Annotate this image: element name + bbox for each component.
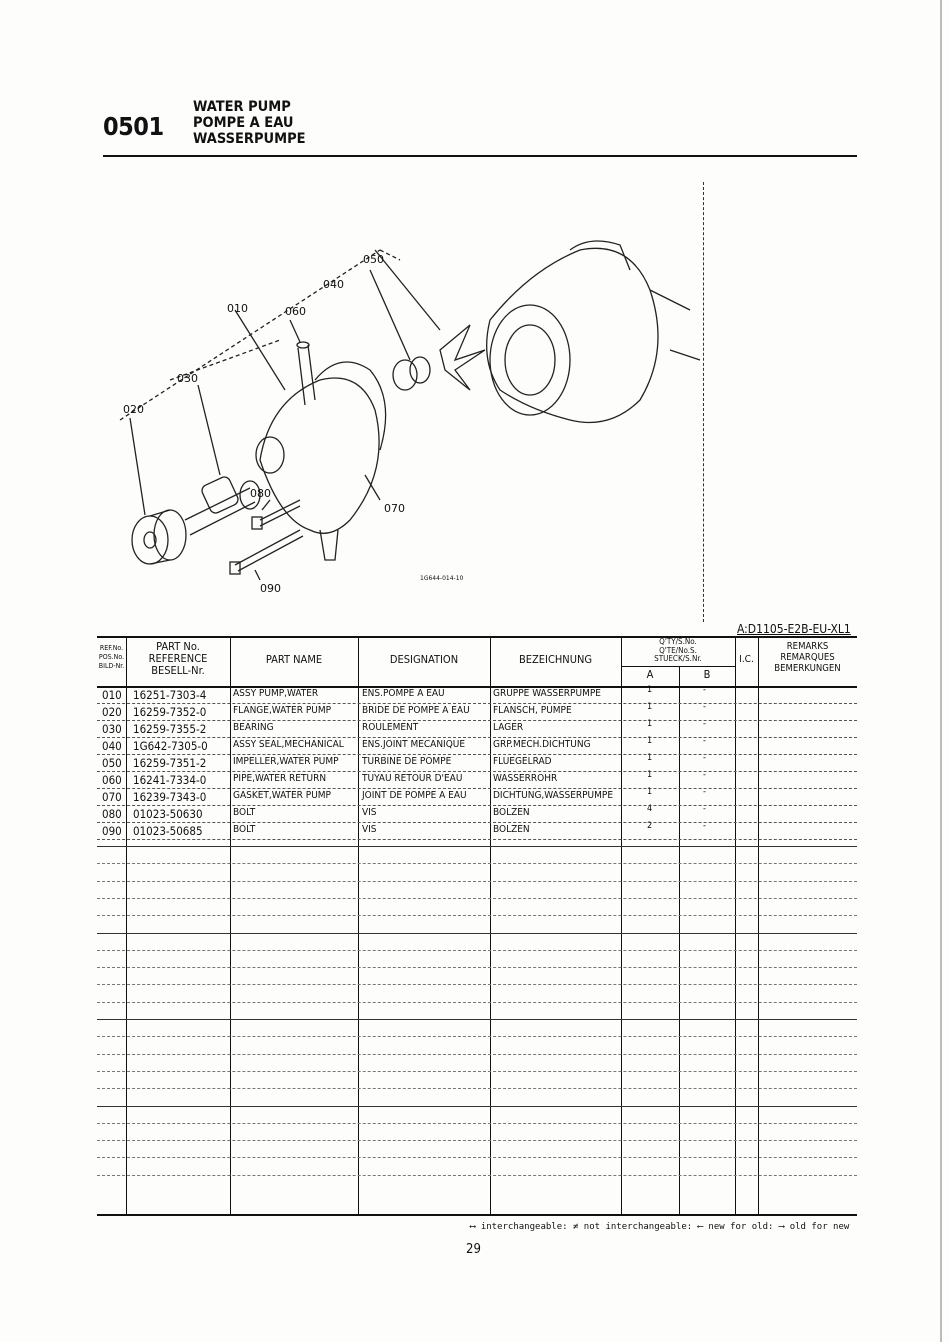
- table-row: [97, 822, 857, 840]
- blank-row-line: [97, 1002, 857, 1003]
- callout-070: 070: [384, 502, 405, 515]
- cell-b: -: [703, 719, 706, 729]
- page-edge-line: [940, 0, 942, 1342]
- header-part-name: PART NAME: [265, 653, 323, 666]
- title-english: WATER PUMP: [193, 99, 291, 115]
- cell-bezeichnung: FLANSCH, PUMPE: [493, 705, 572, 716]
- blank-row-line: [97, 950, 857, 951]
- header-qty: Q'TY/S.No. Q'TE/No.S. STUECK/S.Nr.: [654, 637, 702, 663]
- blank-row-line: [97, 846, 857, 847]
- cell-ref: 040: [102, 739, 122, 753]
- cell-bezeichnung: GRP.MECH.DICHTUNG: [493, 739, 591, 750]
- blank-row-line: [97, 1054, 857, 1055]
- cell-designation: BRIDE DE POMPE A EAU: [362, 705, 470, 716]
- cell-part: 16259-7355-2: [133, 722, 207, 736]
- blank-row-line: [97, 1019, 857, 1020]
- cell-b: -: [703, 821, 706, 831]
- cell-designation: TUYAU RETOUR D'EAU: [362, 773, 463, 784]
- cell-a: 1: [647, 770, 653, 780]
- cell-bezeichnung: BOLZEN: [493, 807, 530, 818]
- cell-ref: 020: [102, 705, 122, 719]
- blank-row-line: [97, 984, 857, 985]
- cell-designation: TURBINE DE POMPE: [362, 756, 452, 767]
- parts-table: [97, 636, 857, 1216]
- table-row: [97, 737, 857, 755]
- diagram-divider: [703, 182, 704, 622]
- cell-part: 16239-7343-0: [133, 790, 207, 804]
- header-ic: I.C.: [739, 654, 754, 665]
- cell-b: -: [703, 702, 706, 712]
- cell-part: 16241-7334-0: [133, 773, 207, 787]
- cell-b: -: [703, 736, 706, 746]
- cell-name: BOLT: [233, 807, 256, 818]
- cell-part: 1G642-7305-0: [133, 739, 208, 753]
- callout-020: 020: [123, 403, 144, 416]
- cell-b: -: [703, 770, 706, 780]
- cell-designation: ROULEMENT: [362, 722, 419, 733]
- callout-030: 030: [177, 372, 198, 385]
- cell-part: 16259-7352-0: [133, 705, 207, 719]
- blank-row-line: [97, 898, 857, 899]
- blank-row-line: [97, 1157, 857, 1158]
- callout-090: 090: [260, 582, 281, 595]
- cell-ref: 080: [102, 807, 122, 821]
- model-code: A:D1105-E2B-EU-XL1: [737, 622, 851, 636]
- cell-ref: 050: [102, 756, 122, 770]
- blank-row-line: [97, 1106, 857, 1107]
- header-part-no: PART No. REFERENCE BESELL-Nr.: [148, 640, 208, 677]
- cell-b: -: [703, 787, 706, 797]
- blank-row-line: [97, 1071, 857, 1072]
- cell-part: 01023-50630: [133, 807, 203, 821]
- cell-bezeichnung: FLUEGELRAD: [493, 756, 552, 767]
- blank-row-line: [97, 1175, 857, 1176]
- blank-row-line: [97, 881, 857, 882]
- cell-ref: 030: [102, 722, 122, 736]
- blank-row-line: [97, 1123, 857, 1124]
- cell-b: -: [703, 753, 706, 763]
- header-bezeichnung: BEZEICHNUNG: [518, 653, 593, 666]
- exploded-parts-diagram: [110, 230, 710, 610]
- callout-050: 050: [363, 253, 384, 266]
- cell-bezeichnung: BOLZEN: [493, 824, 530, 835]
- blank-row-line: [97, 915, 857, 916]
- cell-a: 2: [647, 821, 653, 831]
- title-rule: [103, 155, 857, 157]
- page-number: 29: [466, 1242, 481, 1257]
- blank-row-line: [97, 967, 857, 968]
- cell-a: 4: [647, 804, 653, 814]
- table-row: [97, 703, 857, 721]
- interchangeability-legend: ⟷ interchangeable: ≠ not interchangeable: ⟵ new for old: ⟶ old for new: [470, 1222, 850, 1232]
- cell-name: FLANGE,WATER PUMP: [233, 705, 332, 716]
- header-qty-b: B: [703, 668, 711, 681]
- cell-name: ASSY PUMP,WATER: [233, 688, 319, 699]
- cell-designation: VIS: [362, 824, 377, 835]
- cell-a: 1: [647, 736, 653, 746]
- cell-ref: 060: [102, 773, 122, 787]
- callout-060: 060: [285, 305, 306, 318]
- table-row: [97, 686, 857, 704]
- cell-name: BEARING: [233, 722, 274, 733]
- table-row: [97, 788, 857, 806]
- callout-010: 010: [227, 302, 248, 315]
- table-row: [97, 805, 857, 823]
- cell-ref: 010: [102, 688, 122, 702]
- cell-ref: 090: [102, 824, 122, 838]
- cell-part: 16259-7351-2: [133, 756, 207, 770]
- cell-name: GASKET,WATER PUMP: [233, 790, 331, 801]
- callout-040: 040: [323, 278, 344, 291]
- diagram-ref-code: 1G644-014-10: [420, 575, 464, 582]
- cell-name: IMPELLER,WATER PUMP: [233, 756, 339, 767]
- callout-080: 080: [250, 487, 271, 500]
- section-code: 0501: [103, 112, 164, 141]
- cell-designation: JOINT DE POMPE A EAU: [362, 790, 467, 801]
- table-row: [97, 771, 857, 789]
- cell-bezeichnung: WASSERROHR: [493, 773, 558, 784]
- cell-name: ASSY SEAL,MECHANICAL: [233, 739, 344, 750]
- cell-ref: 070: [102, 790, 122, 804]
- cell-designation: ENS.POMPE A EAU: [362, 688, 445, 699]
- cell-name: BOLT: [233, 824, 256, 835]
- header-ref-no: REF.No. POS.No. BILD-Nr.: [98, 644, 125, 670]
- cell-a: 1: [647, 719, 653, 729]
- title-french: POMPE A EAU: [193, 115, 294, 131]
- blank-row-line: [97, 1088, 857, 1089]
- blank-row-line: [97, 863, 857, 864]
- cell-bezeichnung: DICHTUNG,WASSERPUMPE: [493, 790, 614, 801]
- cell-bezeichnung: LAGER: [493, 722, 524, 733]
- blank-row-line: [97, 1140, 857, 1141]
- title-german: WASSERPUMPE: [193, 131, 306, 147]
- header-remarks: REMARKS REMARQUES BEMERKUNGEN: [774, 641, 841, 674]
- section-title: [193, 99, 306, 147]
- cell-part: 01023-50685: [133, 824, 203, 838]
- qty-subheader-rule: [621, 666, 735, 667]
- cell-part: 16251-7303-4: [133, 688, 207, 702]
- header-designation: DESIGNATION: [389, 653, 459, 666]
- table-row: [97, 754, 857, 772]
- cell-a: 1: [647, 685, 653, 695]
- table-row: [97, 720, 857, 738]
- cell-a: 1: [647, 753, 653, 763]
- cell-designation: VIS: [362, 807, 377, 818]
- cell-designation: ENS.JOINT MECANIQUE: [362, 739, 466, 750]
- table-bottom-rule: [97, 1214, 857, 1216]
- blank-row-line: [97, 933, 857, 934]
- cell-b: -: [703, 685, 706, 695]
- cell-a: 1: [647, 787, 653, 797]
- cell-b: -: [703, 804, 706, 814]
- cell-a: 1: [647, 702, 653, 712]
- header-qty-a: A: [646, 668, 654, 681]
- blank-row-line: [97, 1036, 857, 1037]
- cell-name: PIPE,WATER RETURN: [233, 773, 327, 784]
- cell-bezeichnung: GRUPPE WASSERPUMPE: [493, 688, 601, 699]
